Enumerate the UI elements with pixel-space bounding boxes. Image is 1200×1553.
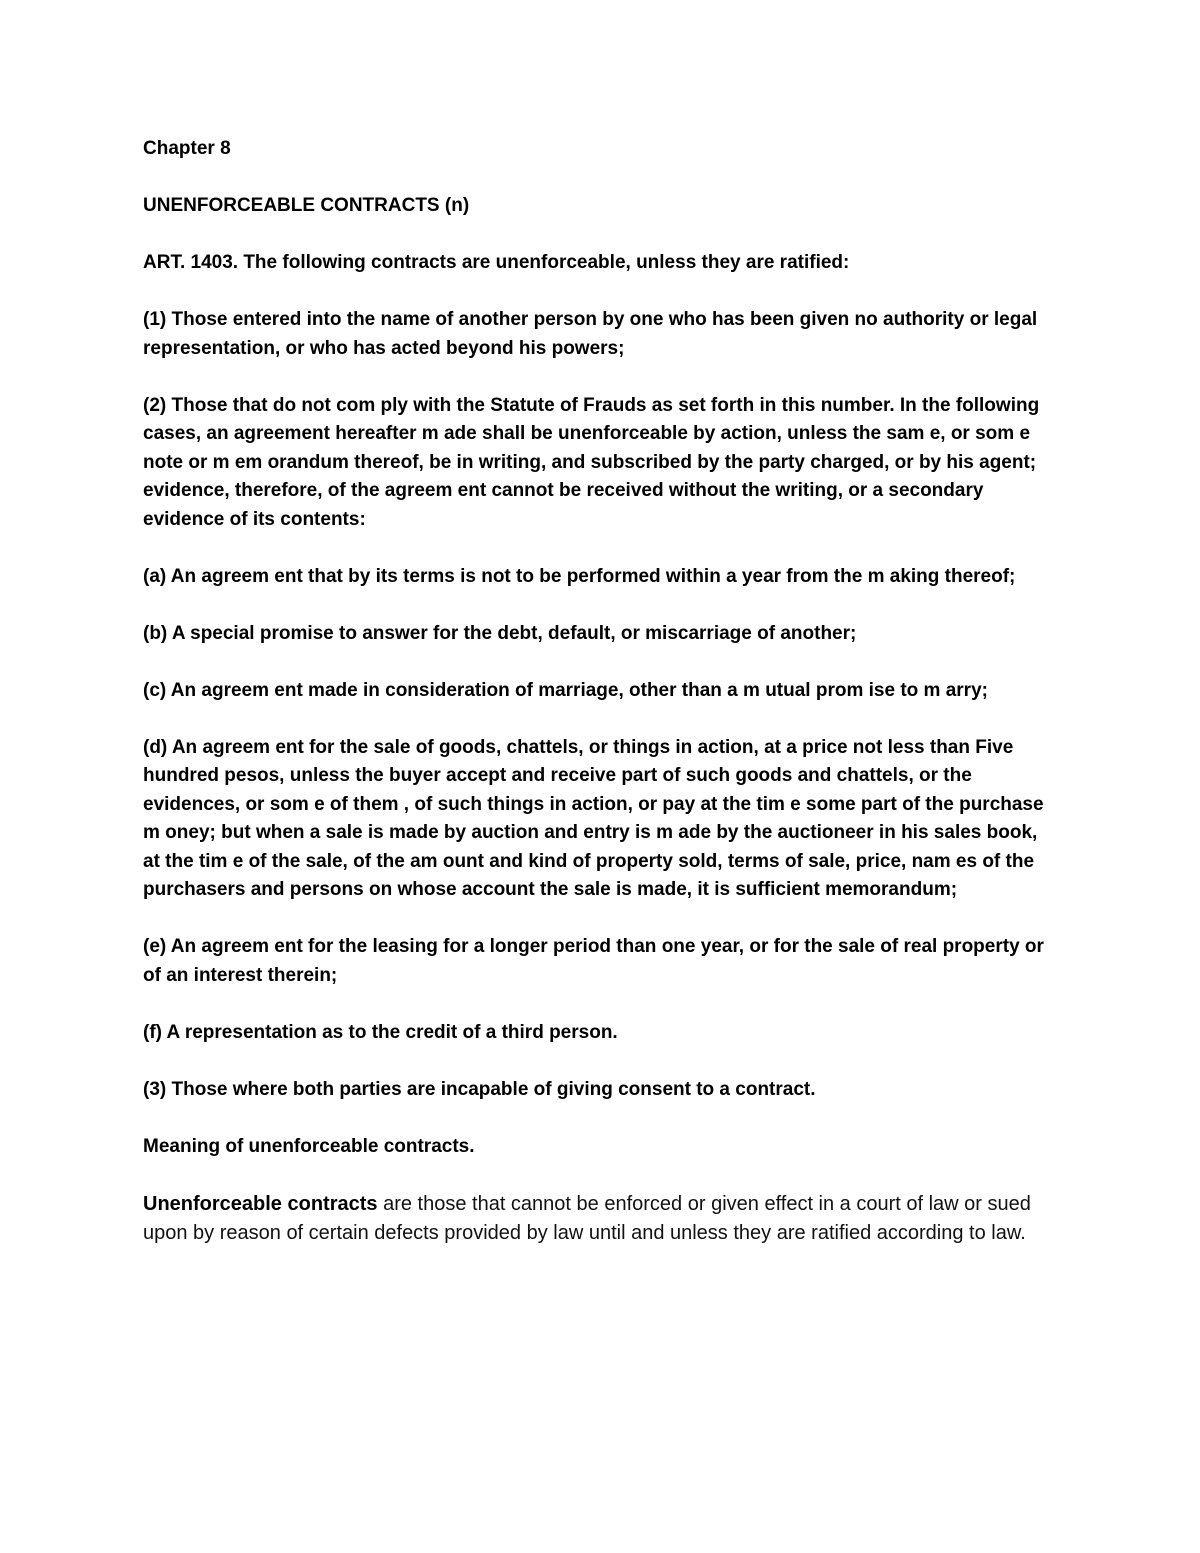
statute-item-f: (f) A representation as to the credit of a third person. bbox=[143, 1021, 618, 1043]
clause-3: (3) Those where both parties are incapable of giving consent to a contract. bbox=[143, 1078, 816, 1100]
clause-1: (1) Those entered into the name of another person by one who has been given no authority or legal representation, or who has acted beyond his powers; bbox=[143, 309, 1038, 359]
definition-paragraph bbox=[143, 1190, 1059, 1248]
definition-body: are those that cannot be enforced or given effect in a court of law or sued upon by reason of certain defects provided by law until and unless they are ratified according to law. bbox=[143, 1192, 1031, 1244]
statute-item-d: (d) An agreem ent for the sale of goods, chattels, or things in action, at a price not less than Five hundred pesos, unless the buyer accept and receive part of such goods and chattels, or the evidences, or som e of them , of such things in action, or pay at the tim e some part of the purchase m oney; but when a sale is made by auction and entry is m ade by the auctioneer in his sales book, at the tim e of the sale, of the am ount and kind of property sold, terms of sale, price, nam es of the purchasers and persons on whose account the sale is made, it is sufficient memorandum; bbox=[143, 736, 1044, 900]
chapter-title: UNENFORCEABLE CONTRACTS (n) bbox=[143, 195, 470, 216]
statute-item-c: (c) An agreem ent made in consideration of marriage, other than a m utual prom ise to m arry; bbox=[143, 679, 988, 701]
meaning-section-heading: Meaning of unenforceable contracts. bbox=[143, 1135, 475, 1157]
article-1403-heading: ART. 1403. The following contracts are unenforceable, unless they are ratified: bbox=[143, 252, 850, 273]
chapter-number: Chapter 8 bbox=[143, 138, 231, 159]
statute-item-a: (a) An agreem ent that by its terms is not to be performed within a year from the m aking thereof; bbox=[143, 565, 1016, 587]
statute-item-e: (e) An agreem ent for the leasing for a longer period than one year, or for the sale of real property or of an interest therein; bbox=[143, 936, 1044, 986]
definition-term: Unenforceable contracts bbox=[143, 1192, 378, 1215]
statute-item-b: (b) A special promise to answer for the debt, default, or miscarriage of another; bbox=[143, 622, 857, 644]
clause-2-statute-of-frauds: (2) Those that do not com ply with the Statute of Frauds as set forth in this number. In the following cases, an agreement hereafter m ade shall be unenforceable by action, unless the sam e, or som e note or m em orandum thereof, be in writing, and subscribed by the party charged, or by his agent; evidence, therefore, of the agreem ent cannot be received without the writing, or a secondary evidence of its contents: bbox=[143, 394, 1040, 530]
